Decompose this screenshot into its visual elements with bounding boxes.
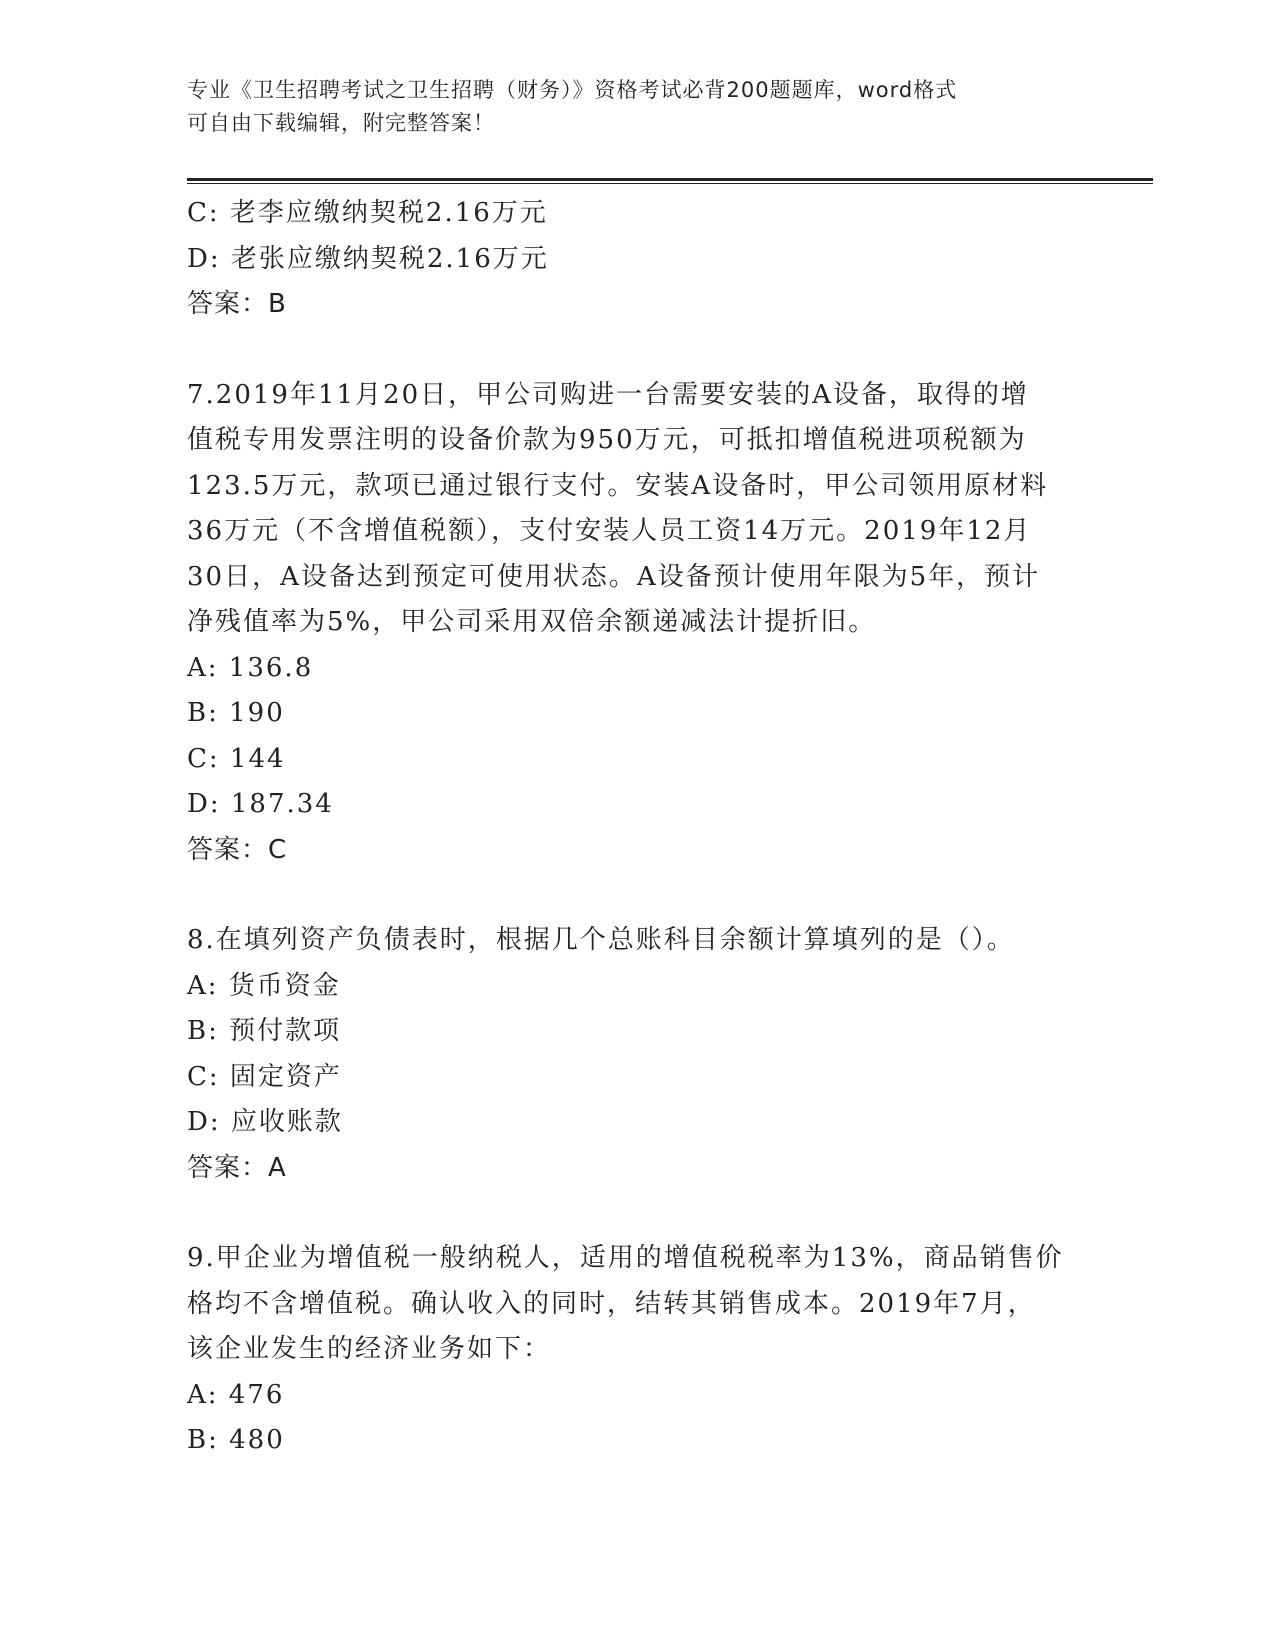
option-a: A: 136.8 (187, 652, 314, 683)
question-text (187, 373, 1087, 646)
option-d: D: 187.34 (187, 789, 334, 819)
question-line: 值税专用发票注明的设备价款为950万元，可抵扣增值税进项税额为 (187, 425, 1027, 455)
question-line: 30日，A设备达到预定可使用状态。A设备预计使用年限为5年，预计 (187, 561, 1041, 592)
question-line: 9.甲企业为增值税一般纳税人，适用的增值税税率为13%，商品销售价 (187, 1243, 1064, 1273)
question-line: 该企业发生的经济业务如下： (187, 1334, 552, 1364)
option-c: C: 固定资产 (187, 1061, 342, 1092)
answer-label: 答案：A (187, 1152, 287, 1183)
option-b: B: 预付款项 (187, 1016, 342, 1046)
question-line: 格均不含增值税。确认收入的同时，结转其销售成本。2019年7月， (187, 1288, 1036, 1319)
question-7 (187, 373, 1087, 874)
question-text (187, 918, 1087, 964)
question-8 (187, 918, 1087, 1191)
option-a: A: 476 (187, 1379, 285, 1410)
answer-label: 答案：B (187, 289, 287, 319)
spacer (187, 873, 1087, 918)
option-c: C: 老李应缴纳契税2.16万元 (187, 198, 548, 228)
option-d: D: 应收账款 (187, 1107, 343, 1137)
answer-label: 答案：C (187, 834, 288, 865)
document-header (187, 74, 1067, 140)
option-d: D: 老张应缴纳契税2.16万元 (187, 243, 549, 274)
question-line: 36万元（不含增值税额），支付安装人员工资14万元。2019年12月 (187, 516, 1032, 546)
option-b: B: 480 (187, 1425, 285, 1455)
option-b: B: 190 (187, 698, 285, 728)
spacer (187, 1191, 1087, 1236)
option-c: C: 144 (187, 743, 286, 774)
question-text (187, 1236, 1087, 1373)
question-line: 8.在填列资产负债表时，根据几个总账科目余额计算填列的是（）。 (187, 925, 1015, 955)
question-9 (187, 1236, 1087, 1464)
question-line: 7.2019年11月20日，甲公司购进一台需要安装的A设备，取得的增 (187, 379, 1029, 410)
header-line-2: 可自由下载编辑，附完整答案！ (187, 111, 495, 135)
document-body (187, 191, 1087, 1464)
question-line: 123.5万元，款项已通过银行支付。安装A设备时，甲公司领用原材料 (187, 470, 1049, 501)
question-line: 净残值率为5%，甲公司采用双倍余额递减法计提折旧。 (187, 607, 877, 637)
option-a: A: 货币资金 (187, 970, 341, 1001)
header-divider-thick (187, 178, 1153, 181)
header-line-1: 专业《卫生招聘考试之卫生招聘（财务）》资格考试必背200题题库，word格式 (187, 78, 958, 102)
question-6-continued (187, 191, 1087, 328)
spacer (187, 328, 1087, 373)
header-divider-thin (187, 183, 1153, 184)
